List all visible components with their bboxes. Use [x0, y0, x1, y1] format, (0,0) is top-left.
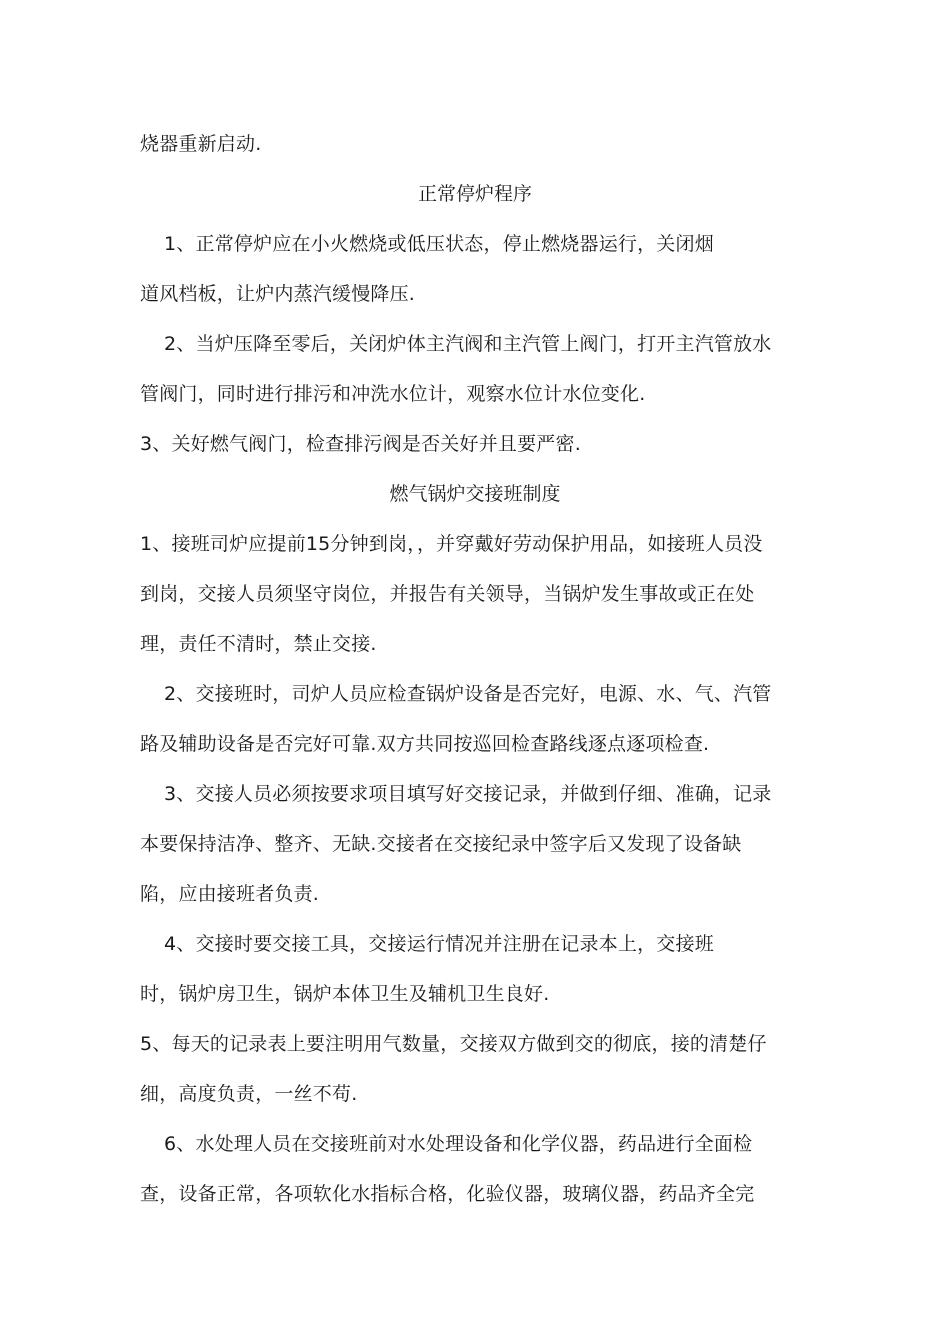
text-line: 烧器重新启动. [140, 133, 262, 155]
text-line: 2、交接班时，司炉人员应检查锅炉设备是否完好，电源、水、气、汽管 [164, 683, 772, 705]
text-line: 4、交接时要交接工具，交接运行情况并注册在记录本上，交接班 [164, 933, 714, 955]
text-line: 1、正常停炉应在小火燃烧或低压状态，停止燃烧器运行，关闭烟 [164, 233, 714, 255]
text-line: 到岗，交接人员须坚守岗位，并报告有关领导，当锅炉发生事故或正在处 [140, 583, 755, 605]
text-line: 3、关好燃气阀门，检查排污阀是否关好并且要严密. [140, 433, 581, 455]
text-line: 2、当炉压降至零后，关闭炉体主汽阀和主汽管上阀门，打开主汽管放水 [164, 333, 772, 355]
text-line: 路及辅助设备是否完好可靠.双方共同按巡回检查路线逐点逐项检查. [140, 733, 710, 755]
text-line: 1、接班司炉应提前15分钟到岗，，并穿戴好劳动保护用品，如接班人员没 [140, 533, 763, 555]
text-line: 时，锅炉房卫生，锅炉本体卫生及辅机卫生良好. [140, 983, 550, 1005]
text-line: 细，高度负责，一丝不苟. [140, 1083, 358, 1105]
text-line: 查，设备正常，各项软化水指标合格，化验仪器，玻璃仪器，药品齐全完 [140, 1183, 755, 1205]
text-line: 5、每天的记录表上要注明用气数量，交接双方做到交的彻底，接的清楚仔 [140, 1033, 767, 1055]
text-line: 6、水处理人员在交接班前对水处理设备和化学仪器，药品进行全面检 [164, 1133, 753, 1155]
text-line: 道风档板，让炉内蒸汽缓慢降压. [140, 283, 416, 305]
text-line: 理，责任不清时，禁止交接. [140, 633, 377, 655]
text-line: 陷，应由接班者负责. [140, 883, 320, 905]
text-line: 3、交接人员必须按要求项目填写好交接记录，并做到仔细、准确，记录 [164, 783, 772, 805]
text-line: 管阀门，同时进行排污和冲洗水位计，观察水位计水位变化. [140, 383, 646, 405]
section-title: 正常停炉程序 [417, 183, 532, 205]
text-line: 本要保持洁净、整齐、无缺.交接者在交接纪录中签字后又发现了设备缺 [140, 833, 742, 855]
section-title: 燃气锅炉交接班制度 [389, 483, 561, 505]
